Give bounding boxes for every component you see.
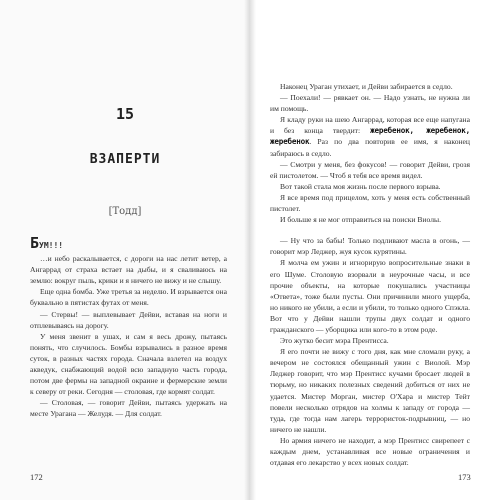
noise-text: жеребенок, жеребенок, жеребенок <box>270 126 470 147</box>
opening-line <box>30 234 227 252</box>
paragraph-with-noise: Я кладу руки на шею Ангаррад, которая все еще напугана и без конца твердит: жеребенок, жеребенок, жеребенок. Раз по два повторив ее имя, я наконец забираюсь в седло. <box>270 115 470 158</box>
drop-cap: Б <box>30 234 40 252</box>
paragraph: Я молча ем ужин и игнорирую вопросительные знаки в его Шуме. Столовую взорвали в неурочные часы, и все прочие объекты, на которые покушались участницы «Ответа», тоже были пусты. Они причинили много ущерба, но никого не убили, а если и убили, то только одного Спэкла. Вот что у Дейви нашли трупы двух солдат и одного гражданского — уборщика или кого-то в этом роде. <box>270 258 470 334</box>
paragraph: И больше я не мог отправиться на поиски Виолы. <box>280 215 441 225</box>
paragraph: Я его почти не вижу с того дня, как мне сломали руку, а вечером не состоялся обещанный ужин с Виолой. Мэр Леджер говорит, что мэр Прентисс кучами бросает людей в тюрьму, но никаких полезных сведений добиться от них не удается. Мистер Морган, мистер О'Хара и мистер Тейт повели несколько отрядов на холмы к западу от города — туда, где тогда нам лагерь террористок-подрывниц, — но ничего не нашли. <box>270 347 470 434</box>
paragraph: Вот такой стала моя жизнь после первого взрыва. <box>280 181 441 191</box>
paragraph: Я все время под прицелом, хоть у меня есть собственный пистолет. <box>270 192 470 214</box>
paragraph: Но армия ничего не находит, а мэр Прентисс свирепеет с каждым днем, устанавливая все новые ограничения и отдавая его лекарство у всех новых солдат. <box>270 435 470 468</box>
chapter-narrator: [Тодд] <box>108 206 142 217</box>
chapter-number: 15 <box>115 105 135 123</box>
page-number-left: 172 <box>30 472 43 482</box>
book-gutter <box>244 0 256 500</box>
page-number-right: 173 <box>458 472 471 482</box>
paragraph-text: Я кладу руки на шею Ангаррад, которая все еще напугана и без конца твердит: <box>270 115 470 136</box>
paragraph: — Стервы! — выплевывает Дейви, вставая на ноги и отплевываясь на дорогу. <box>30 309 227 330</box>
paragraph: — Смотри у меня, без фокусов! — говорит Дейви, грозя ей пистолетом. — Чтоб я тебя все время видел. <box>270 159 470 180</box>
left-page-text <box>30 234 227 420</box>
paragraph: Наконец Ураган утихает, и Дейви забирается в седло. <box>280 82 453 91</box>
right-page-text <box>270 81 470 468</box>
paragraph: Еще одна бомба. Уже третья за неделю. И взрывается она буквально в пятистах футах от меня. <box>30 287 227 308</box>
paragraph: — Поехали! — рявкает он. — Надо узнать, не нужна ли им помощь. <box>270 93 470 114</box>
paragraph-text: Раз по два повторив ее имя, я наконец забираюсь в седло. <box>270 137 470 158</box>
paragraph: Это жутко бесит мэра Прентисса. <box>280 336 389 346</box>
paragraph: У меня звенит в ушах, и сам я весь дрожу, пытаясь понять, что случилось. Бомбы взрывались в разное время суток, в разных частях города. Сначала взлетел на воздух акведук, снабжающий водой всю западную часть города, потом две фермы на западной окраине и фермерские земли к северу от реки. Сегодня — столовая, где кормят солдат. <box>30 331 227 397</box>
chapter-title: ВЗАПЕРТИ <box>89 152 161 167</box>
paragraph: — Столовая, — говорит Дейви, пытаясь удержать на месте Урагана — Желудя. — Для солдат. <box>30 398 227 419</box>
opening-word: УМ!!! <box>39 241 64 250</box>
paragraph: — Ну что за бабы! Только подливают масла в огонь, — говорит мэр Леджер, жуя кусок курятины. <box>270 236 470 257</box>
paragraph: …и небо раскалывается, с дороги на нас летит ветер, а Ангаррад от страха встает на дыбы, и я сваливаюсь на землю: вокруг пыль, крики и я ничего не вижу и не слышу. <box>30 254 227 286</box>
